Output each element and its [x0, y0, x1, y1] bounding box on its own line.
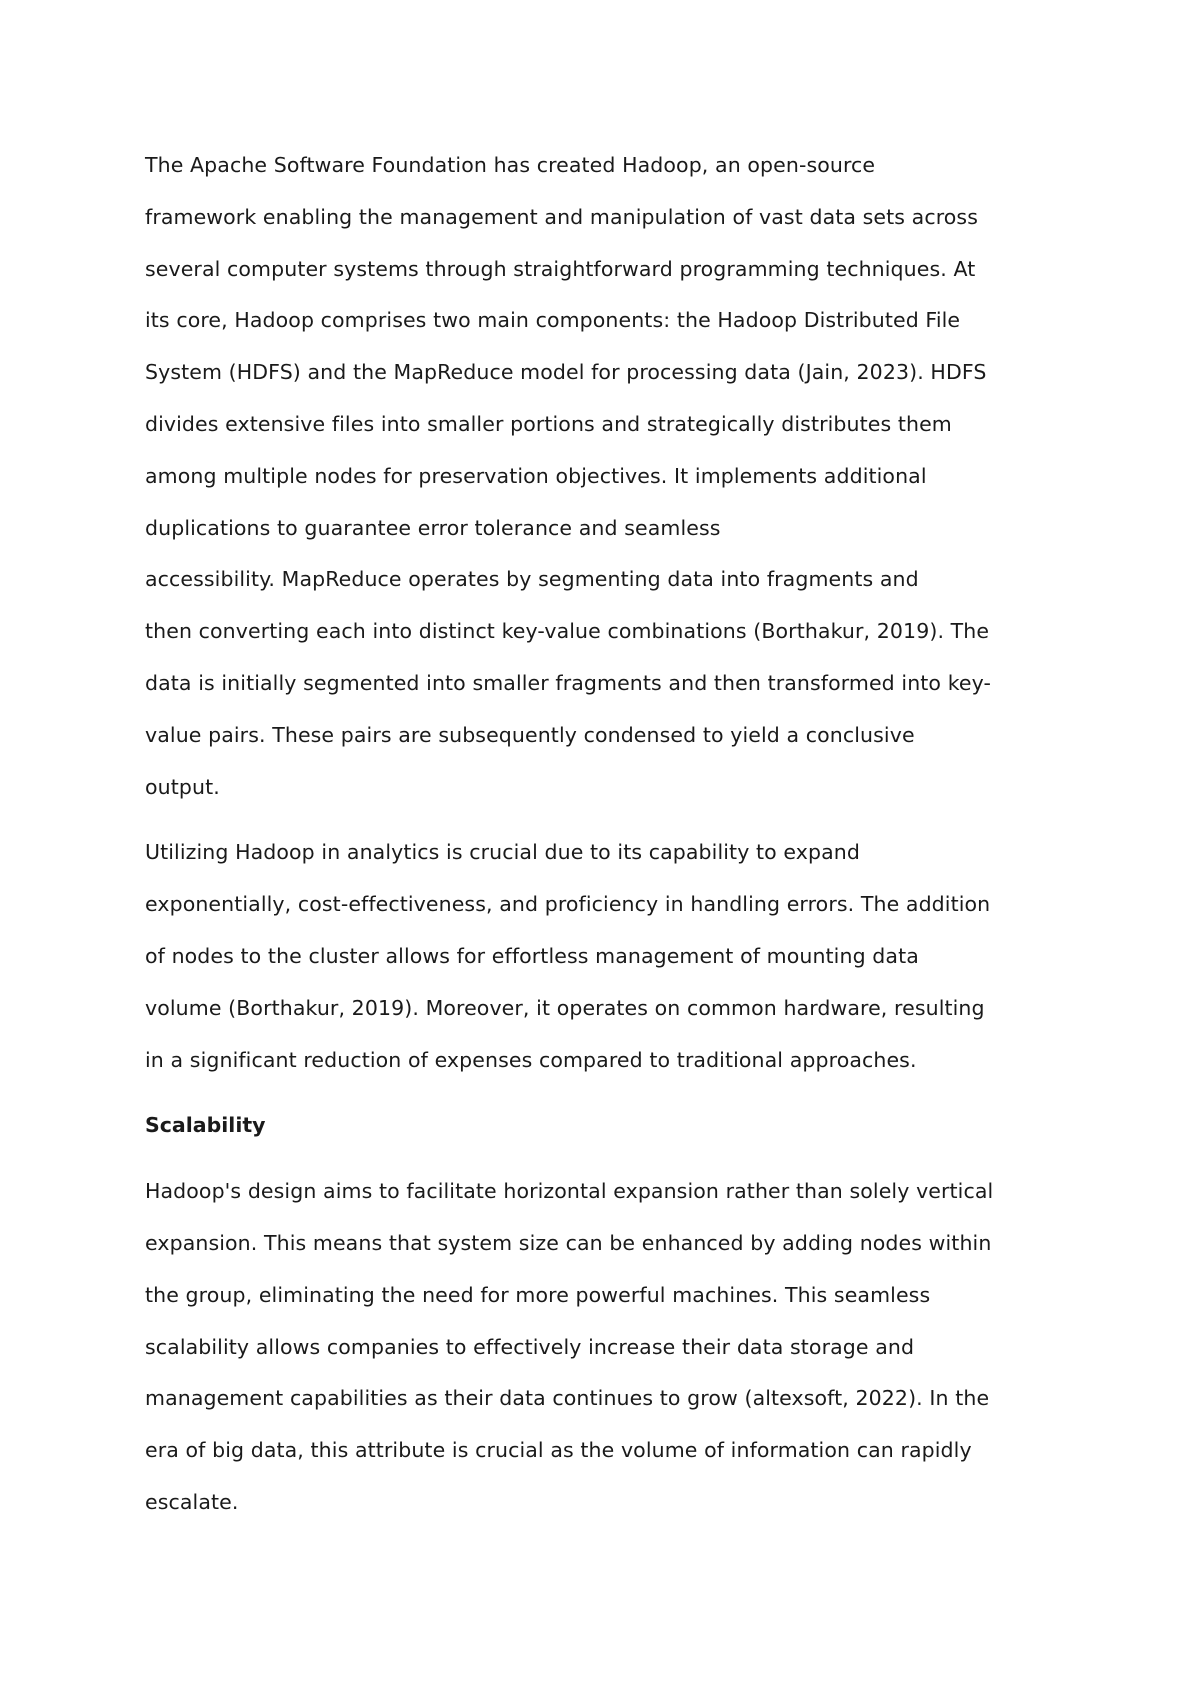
text-line: scalability allows companies to effectively increase their data storage and [145, 1334, 915, 1359]
text-line: era of big data, this attribute is crucial as the volume of information can rapidly [145, 1438, 972, 1463]
text-line: then converting each into distinct key-value combinations (Borthakur, 2019). The [145, 619, 990, 644]
section-heading-scalability: Scalability [145, 1113, 266, 1138]
text-line: in a significant reduction of expenses compared to traditional approaches. [145, 1047, 917, 1072]
text-line: Utilizing Hadoop in analytics is crucial due to its capability to expand [145, 840, 860, 865]
text-line: the group, eliminating the need for more powerful machines. This seamless [145, 1282, 931, 1307]
text-line: several computer systems through straightforward programming techniques. At [145, 256, 976, 281]
text-line: value pairs. These pairs are subsequently condensed to yield a conclusive [145, 722, 915, 747]
text-line: output. [145, 774, 220, 799]
text-line: The Apache Software Foundation has created Hadoop, an open-source [145, 153, 876, 177]
text-line: management capabilities as their data continues to grow (altexsoft, 2022). In the [145, 1386, 990, 1411]
text-line: its core, Hadoop comprises two main components: the Hadoop Distributed File [145, 308, 961, 333]
text-line: exponentially, cost-effectiveness, and proficiency in handling errors. The addition [145, 892, 991, 917]
paragraph-hadoop-analytics [145, 827, 1075, 1086]
text-line: Hadoop's design aims to facilitate horizontal expansion rather than solely vertical [145, 1179, 994, 1204]
text-line: System (HDFS) and the MapReduce model for processing data (Jain, 2023). HDFS [145, 360, 987, 385]
text-line: accessibility. MapReduce operates by segmenting data into fragments and [145, 567, 919, 592]
text-line: of nodes to the cluster allows for effortless management of mounting data [145, 943, 919, 968]
document-body [145, 140, 1075, 1529]
text-line: among multiple nodes for preservation objectives. It implements additional [145, 463, 927, 488]
text-line: divides extensive files into smaller portions and strategically distributes them [145, 411, 952, 436]
text-line: volume (Borthakur, 2019). Moreover, it operates on common hardware, resulting [145, 995, 985, 1020]
paragraph-scalability [145, 1166, 1075, 1529]
text-line: expansion. This means that system size can be enhanced by adding nodes within [145, 1230, 992, 1255]
text-line: duplications to guarantee error tolerance and seamless [145, 515, 721, 540]
text-line: escalate. [145, 1489, 239, 1514]
paragraph-hadoop-overview [145, 140, 1075, 813]
text-line: framework enabling the management and manipulation of vast data sets across [145, 204, 978, 229]
text-line: data is initially segmented into smaller fragments and then transformed into key- [145, 670, 992, 695]
